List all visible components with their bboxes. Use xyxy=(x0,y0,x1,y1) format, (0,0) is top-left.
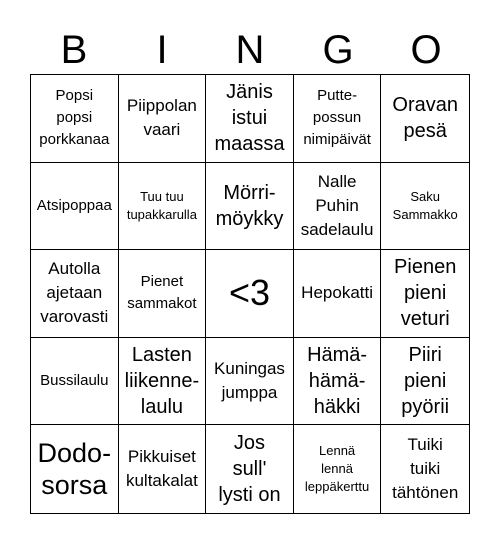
bingo-cell[interactable] xyxy=(206,163,294,251)
bingo-cell-text: Pienet sammakot xyxy=(127,273,197,313)
bingo-cell-text: Lasten liikenne- laulu xyxy=(124,344,200,419)
bingo-cell[interactable] xyxy=(119,75,207,163)
bingo-cell-text: Mörri- möykky xyxy=(215,181,284,230)
bingo-cell[interactable] xyxy=(31,75,119,163)
bingo-cell[interactable] xyxy=(31,338,119,426)
bingo-cell[interactable] xyxy=(31,163,119,251)
bingo-grid xyxy=(30,74,470,514)
bingo-cell-text: Piippolan vaari xyxy=(126,96,197,140)
bingo-cell[interactable] xyxy=(294,425,382,513)
header-letter-b: B xyxy=(60,28,88,72)
bingo-cell[interactable] xyxy=(119,250,207,338)
bingo-cell-text: Tuu tuu tupakkarulla xyxy=(126,188,197,222)
bingo-cell-text: Kuningas jumppa xyxy=(214,359,285,403)
bingo-cell-text: Piiri pieni pyörii xyxy=(401,344,450,419)
bingo-cell-text: Dodo- sorsa xyxy=(37,438,112,501)
bingo-cell-text: Pienen pieni veturi xyxy=(394,256,457,331)
bingo-cell[interactable] xyxy=(31,250,119,338)
bingo-cell-text: Hämä- hämä- häkki xyxy=(307,344,368,419)
bingo-cell[interactable] xyxy=(31,425,119,513)
bingo-cell[interactable] xyxy=(381,163,469,251)
bingo-free-cell[interactable] xyxy=(206,250,294,338)
bingo-cell-text: Popsi popsi porkkanaa xyxy=(39,87,110,149)
bingo-cell[interactable] xyxy=(206,75,294,163)
bingo-cell-text: Saku Sammakko xyxy=(392,188,458,222)
bingo-cell-text: Bussilaulu xyxy=(40,372,109,390)
bingo-cell-text: Jos sull' lysti on xyxy=(218,432,281,507)
header-letter-i: I xyxy=(156,28,168,72)
bingo-cell-text: Jänis istui maassa xyxy=(214,81,285,156)
bingo-cell-text: Hepokatti xyxy=(301,283,373,303)
bingo-cell[interactable] xyxy=(119,425,207,513)
bingo-cell-text: <3 xyxy=(228,272,271,314)
bingo-cell[interactable] xyxy=(294,250,382,338)
bingo-cell-text: Putte- possun nimipäivät xyxy=(303,87,371,149)
bingo-cell[interactable] xyxy=(206,425,294,513)
bingo-cell[interactable] xyxy=(119,338,207,426)
bingo-cell-text: Nalle Puhin sadelaulu xyxy=(300,171,374,239)
bingo-cell[interactable] xyxy=(381,425,469,513)
bingo-cell[interactable] xyxy=(294,338,382,426)
header-letter-g: G xyxy=(322,28,354,72)
bingo-cell[interactable] xyxy=(119,163,207,251)
bingo-cell-text: Autolla ajetaan varovasti xyxy=(40,259,109,327)
bingo-cell[interactable] xyxy=(294,75,382,163)
bingo-cell-text: Tuiki tuiki tähtönen xyxy=(392,435,459,503)
bingo-cell-text: Atsipoppaa xyxy=(36,196,112,214)
bingo-cell[interactable] xyxy=(381,250,469,338)
bingo-cell[interactable] xyxy=(381,338,469,426)
bingo-cell[interactable] xyxy=(294,163,382,251)
header-letter-o: O xyxy=(410,28,442,72)
bingo-cell[interactable] xyxy=(381,75,469,163)
bingo-cell-text: Pikkuiset kultakalat xyxy=(125,447,198,491)
bingo-cell[interactable] xyxy=(206,338,294,426)
bingo-cell-text: Lennä lennä leppäkerttu xyxy=(304,443,370,495)
bingo-cell-text: Oravan pesä xyxy=(392,94,458,143)
header-letter-n: N xyxy=(235,28,265,72)
bingo-header xyxy=(30,26,470,74)
